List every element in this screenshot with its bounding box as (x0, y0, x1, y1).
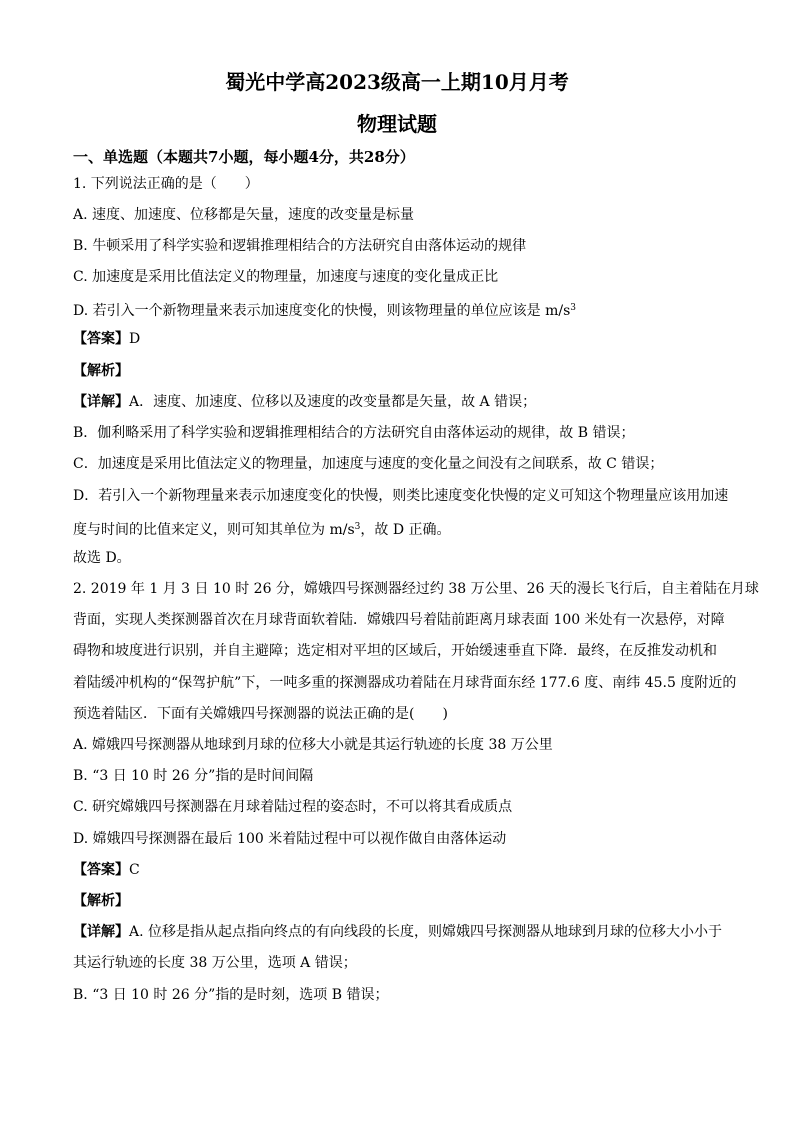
q1-analysis-tag: 【解析】 (73, 363, 129, 379)
q2-option-a: A. 嫦娥四号探测器从地球到月球的位移大小就是其运行轨迹的长度 38 万公里 (73, 737, 553, 753)
q1-option-c: C. 加速度是采用比值法定义的物理量，加速度与速度的变化量成正比 (73, 269, 499, 285)
q2-stem-line4: 着陆缓冲机构的“保驾护航”下，一吨多重的探测器成功着陆在月球背面东经 177.6 度、南纬 45.5 度附近的 (73, 675, 737, 691)
q2-stem-line2: 背面，实现人类探测器首次在月球背面软着陆．嫦娥四号着陆前距离月球表面 100 米处有一次悬停，对障 (73, 612, 725, 628)
q2-detail-tag: 【详解】 (73, 924, 129, 940)
q1-detail-a-text: A．速度、加速度、位移以及速度的改变量都是矢量，故 A 错误； (129, 394, 537, 410)
q1-answer-value: D (129, 331, 141, 347)
q2-detail-a-line1 (73, 922, 722, 942)
q2-analysis-tag: 【解析】 (73, 893, 129, 909)
exam-title: 蜀光中学高2023级高一上期10月月考 (225, 70, 569, 94)
q2-option-c: C. 研究嫦娥四号探测器在月球着陆过程的姿态时，不可以将其看成质点 (73, 799, 513, 815)
q2-stem-line1: 2. 2019 年 1 月 3 日 10 时 26 分，嫦娥四号探测器经过约 38 万公里、26 天的漫长飞行后，自主着陆在月球 (73, 581, 759, 597)
q1-option-d-text: D. 若引入一个新物理量来表示加速度变化的快慢，则该物理量的单位应该是 m/s (73, 303, 571, 319)
q1-detail-c: C．加速度是采用比值法定义的物理量，加速度与速度的变化量之间没有之间联系，故 C 错误； (73, 456, 664, 472)
q1-answer-tag: 【答案】 (73, 331, 129, 347)
q2-answer (73, 860, 140, 880)
q2-detail-a1-text: A. 位移是指从起点指向终点的有向线段的长度，则嫦娥四号探测器从地球到月球的位移大小小于 (129, 924, 723, 940)
q1-option-d (73, 298, 576, 321)
q1-detail-tag: 【详解】 (73, 394, 129, 410)
q1-option-d-exponent: 3 (570, 303, 576, 313)
q1-stem: 1. 下列说法正确的是（ ） (73, 176, 259, 192)
q1-detail-d-line1: D．若引入一个新物理量来表示加速度变化的快慢，则类比速度变化快慢的定义可知这个物理量应该用加速 (73, 488, 729, 504)
q2-stem-line5: 预选着陆区．下面有关嫦娥四号探测器的说法正确的是( ) (73, 706, 448, 722)
section-heading: 一、单选题（本题共7小题，每小题4分，共28分） (73, 148, 415, 166)
q1-conclusion: 故选 D。 (73, 550, 131, 566)
q2-answer-tag: 【答案】 (73, 862, 129, 878)
q1-detail-d-line2 (73, 517, 451, 540)
q1-detail-b: B．伽利略采用了科学实验和逻辑推理相结合的方法研究自由落体运动的规律，故 B 错误； (73, 425, 635, 441)
q1-detail-d2-text: 度与时间的比值来定义，则可知其单位为 m/s (73, 522, 355, 538)
q2-stem-line3: 碍物和坡度进行识别，并自主避障；选定相对平坦的区域后，开始缓速垂直下降．最终，在反推发动机和 (73, 643, 717, 659)
q2-option-d: D. 嫦娥四号探测器在最后 100 米着陆过程中可以视作做自由落体运动 (73, 831, 507, 847)
q2-answer-value: C (129, 862, 140, 878)
q1-option-b: B. 牛顿采用了科学实验和逻辑推理相结合的方法研究自由落体运动的规律 (73, 238, 527, 254)
q1-answer (73, 329, 140, 349)
q1-detail-a (73, 392, 536, 412)
exam-subtitle: 物理试题 (357, 112, 437, 136)
q2-detail-a-line2: 其运行轨迹的长度 38 万公里，选项 A 错误； (73, 955, 357, 971)
q1-detail-d2-end: ，故 D 正确。 (360, 522, 451, 538)
q2-option-b: B. “3 日 10 时 26 分”指的是时间间隔 (73, 768, 314, 784)
q2-detail-b: B. “3 日 10 时 26 分”指的是时刻，选项 B 错误； (73, 987, 389, 1003)
q1-option-a: A. 速度、加速度、位移都是矢量，速度的改变量是标量 (73, 207, 415, 223)
q1-detail-d2-exponent: 3 (354, 522, 361, 532)
